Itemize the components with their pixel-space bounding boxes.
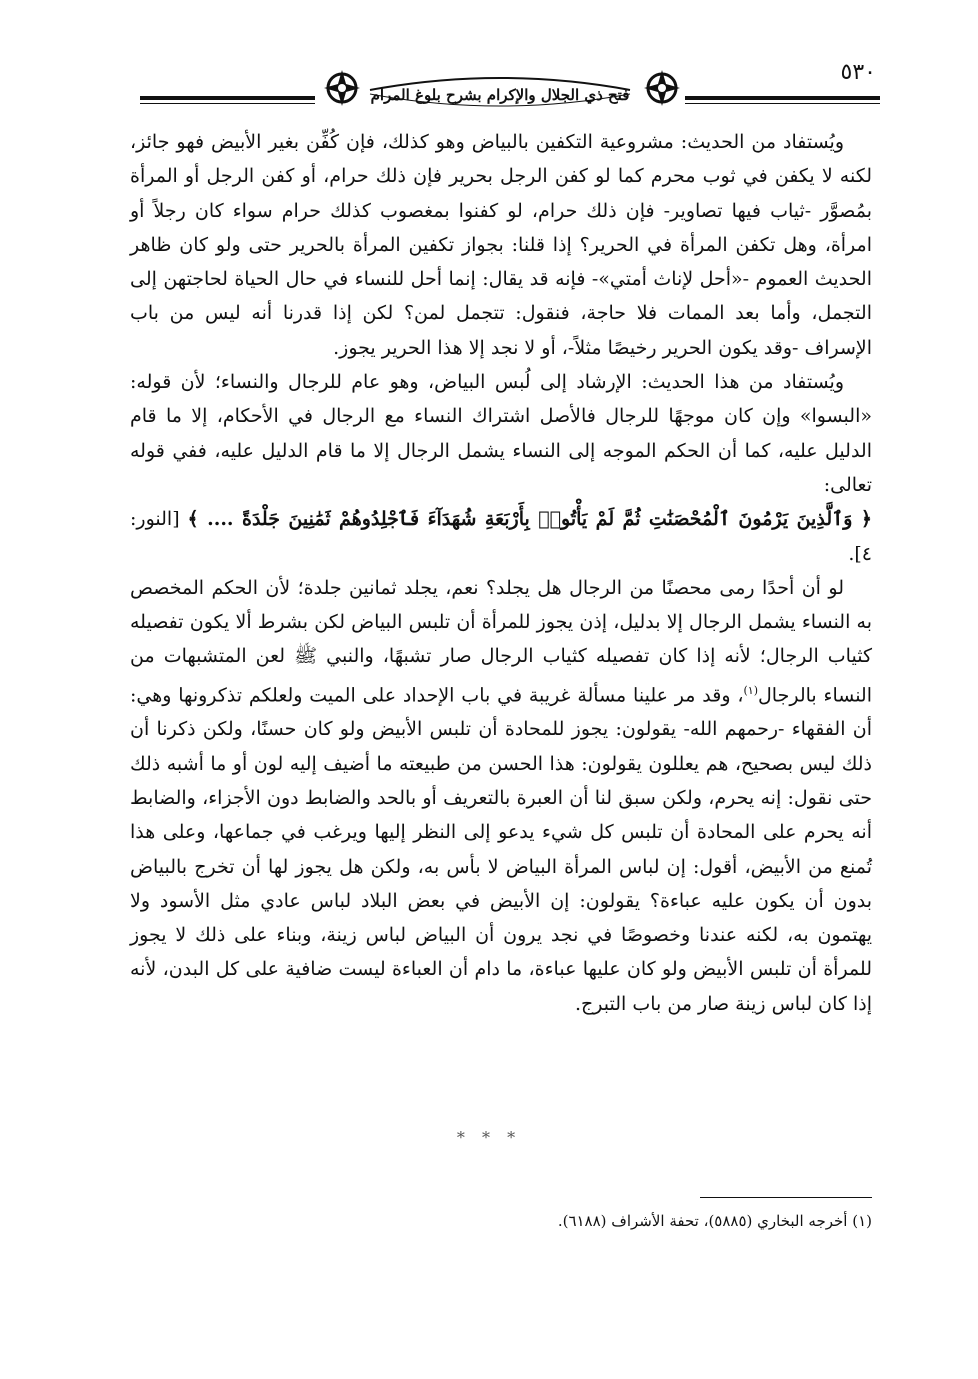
- header-rule-left-thin: [140, 103, 315, 104]
- paragraph: ويُستفاد من هذا الحديث: الإرشاد إلى لُبس البياض، وهو عام للرجال والنساء؛ لأن قوله: «البسوا» وإن كان موجهًا للرجال فالأصل اشتراك النساء مع الرجال في الأحكام، إلا ما قام الدليل عليه، كما أن الحكم الموجه إلى النساء يشمل الرجال إلا ما قام الدليل عليه، ففي قوله تعالى:: [130, 371, 872, 496]
- paragraph: [130, 571, 872, 1021]
- ornament-right-icon: [640, 66, 684, 110]
- section-separator: * * *: [456, 1128, 522, 1147]
- body-text: [130, 125, 872, 1021]
- page-header: [140, 58, 880, 118]
- running-title: فتح ذي الجلال والإكرام بشرح بلوغ المرام: [370, 86, 630, 104]
- ornament-left-icon: [320, 66, 364, 110]
- header-rule-right: [685, 96, 880, 100]
- footnote: (١) أخرجه البخاري (٥٨٨٥)، تحفة الأشراف (٦١٨٨).: [557, 1212, 872, 1230]
- quran-text: ﴿ وَٱلَّذِينَ يَرْمُونَ ٱلْمُحْصَنَٰتِ ثُمَّ لَمْ يَأْتُوا۟ بِأَرْبَعَةِ شُهَدَآءَ فَٱجْلِدُوهُمْ ثَمَٰنِينَ جَلْدَةً .... ﴾: [187, 508, 872, 531]
- paragraph-part: لو أن أحدًا رمى محصنًا من الرجال هل يجلد؟ نعم، يجلد ثمانين جلدة؛ لأن الحكم المخصص به النساء يشمل الرجال إلا بدليل، إذن يجوز للمرأة أن تلبس البياض لكن بشرط ألا يكون تفصيله كثياب الرجال؛ لأنه إذا كان تفصيله كثياب الرجال صار تشبهًا، والنبي ﷺ لعن المتشبهات من النساء بالرجال: [130, 576, 873, 707]
- header-rule-right-thin: [685, 103, 880, 104]
- header-rule-left: [140, 96, 315, 100]
- quran-reference: [النور: ٤].: [130, 508, 872, 565]
- quran-verse: [130, 502, 872, 571]
- paragraph-part: ، وقد مر علينا مسألة غريبة في باب الإحداد على الميت ولعلكم تذكرونها وهي: أن الفقهاء -رحمهم الله- يقولون: يجوز للمحادة أن تلبس الأبيض ولو كان حسنًا، ولكن ذكرنا أن ذلك ليس بصحيح، هم يعللون يقولون: هذا الحسن من طبيعته ما أضيف إليه لون أو ما أشبه ذلك حتى نقول: إنه يحرم، ولكن سبق لنا أن العبرة بالتعريف أو بالحد والضابط دون الأجزاء، والضابط أنه يحرم على المحادة أن تلبس كل شيء يدعو إلى النظر إليها ويرغب في جماعها، وعلى هذا تُمنع من الأبيض، أقول: إن لباس المرأة البياض لا بأس به، ولكن هل يجوز لها أن تخرج بالبياض بدون أن يكون عليه عباءة؟ يقولون: إن الأبيض في بعض البلاد لباس عادي مثل الأسود ولا يهتمون به، لكنه عندنا وخصوصًا في نجد يرون أن البياض لباس زينة، وبناء على ذلك لا يجوز للمرأة أن تلبس الأبيض ولو كان عليها عباءة، ما دام أن العباءة ليست ضافية على كل البدن، لأنه إذا كان لباس زينة صار من باب التبرج.: [130, 684, 872, 1015]
- footnote-rule: [700, 1197, 872, 1198]
- footnote-marker: (١): [743, 683, 758, 697]
- paragraph: ويُستفاد من الحديث: مشروعية التكفين بالبياض وهو كذلك، فإن كُفِّن بغير الأبيض فهو جائز، لكنه لا يكفن في ثوب محرم كما لو كفن الرجل بحرير فإن ذلك حرام، أو كفن الرجل أو المرأة بمُصوَّر -ثياب فيها تصاوير- فإن ذلك حرام، لو كفنوا بمغصوب كذلك حرام سواء كان رجلاً أو امرأة، وهل تكفن المرأة في الحرير؟ إذا قلنا: بجواز تكفين المرأة بالحرير حتى ولو كان ظاهر الحديث العموم -«أحل لإناث أمتي»- فإنه قد يقال: إنما أحل للنساء في حال الحياة لحاجتهن إلى التجمل، وأما بعد الممات فلا حاجة، فنقول: تتجمل لمن؟ لكن إذا قدرنا أنه ليس من باب الإسراف -وقد يكون الحرير رخيصًا مثلاً-، أو لا نجد إلا هذا الحرير يجوز.: [130, 131, 873, 359]
- page-number: ٥٣٠: [840, 60, 876, 85]
